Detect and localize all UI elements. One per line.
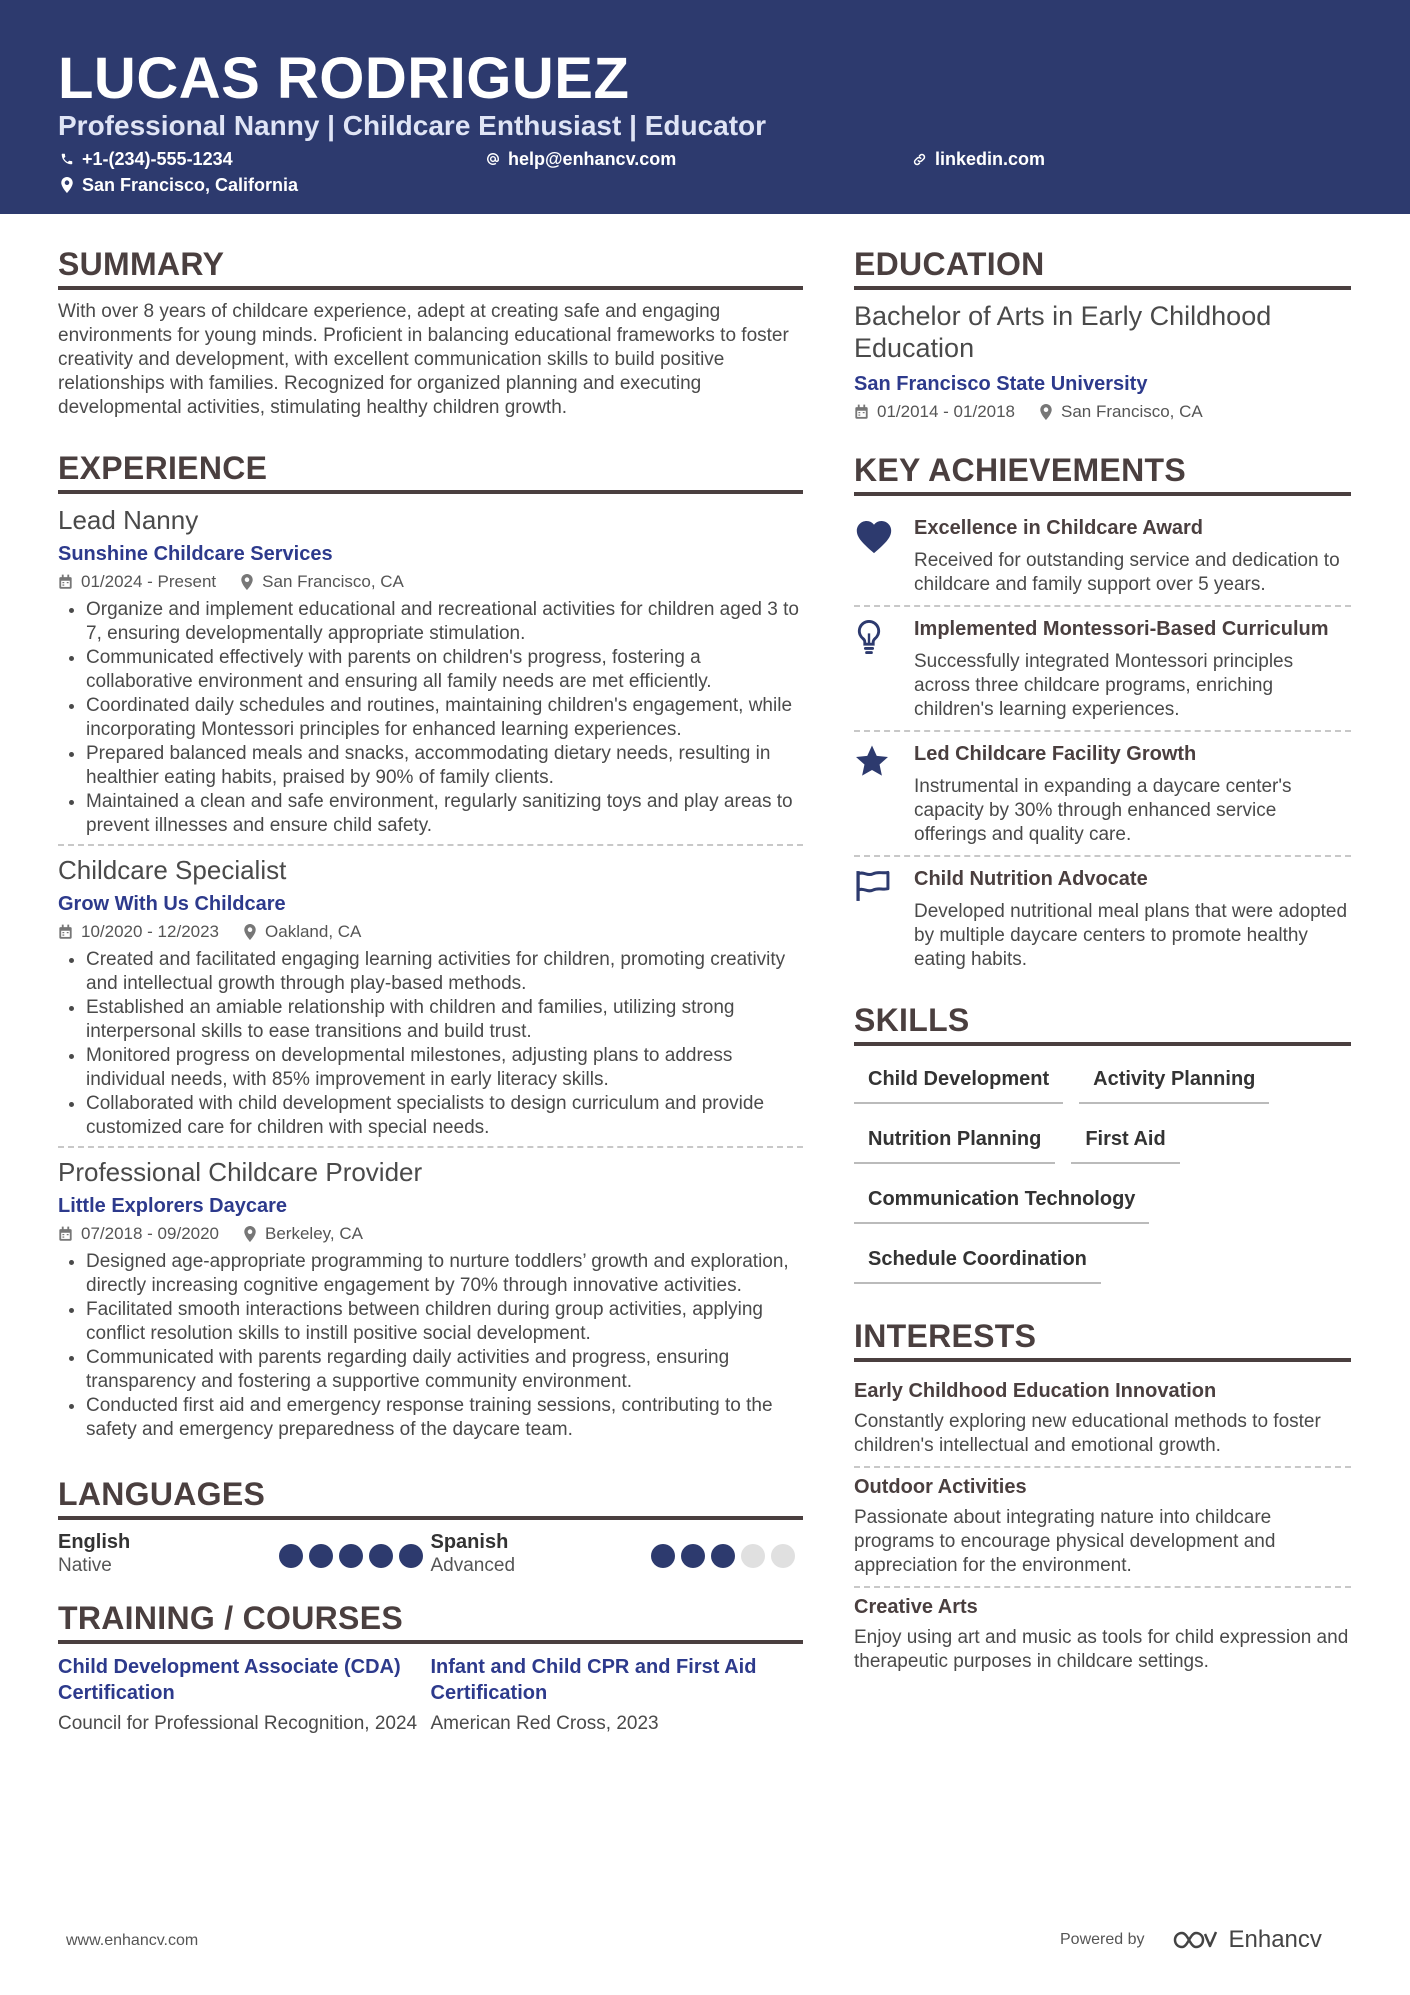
job-location-text: Oakland, CA <box>265 922 362 941</box>
training-heading: TRAINING / COURSES <box>58 1598 803 1644</box>
skill-tag: Activity Planning <box>1079 1056 1269 1104</box>
linkedin-contact[interactable] <box>912 147 1045 171</box>
language-item <box>58 1530 431 1578</box>
job-entry <box>58 854 803 1148</box>
job-bullet: • Created and facilitated engaging learning activities for children, promoting creativity and intellectual growth through play-based methods. <box>86 948 803 996</box>
languages-heading: LANGUAGES <box>58 1474 803 1520</box>
job-dates-text: 01/2024 - Present <box>81 572 217 591</box>
language-rating <box>645 1544 795 1568</box>
interest-description: Constantly exploring new educational methods to foster children's intellectual and emotional growth. <box>854 1411 1321 1456</box>
interest-item <box>854 1372 1351 1468</box>
achievement-item <box>854 607 1351 732</box>
job-bullets <box>58 598 803 838</box>
interest-item <box>854 1588 1351 1682</box>
languages-list <box>58 1530 803 1578</box>
experience-list <box>58 504 803 1448</box>
company-name[interactable]: Little Explorers Daycare <box>58 1195 287 1217</box>
job-location-text: San Francisco, CA <box>262 572 404 591</box>
job-bullet: • Maintained a clean and safe environment, regularly sanitizing toys and play areas to prevent illnesses and ensure child safety. <box>86 790 803 838</box>
course-title: Infant and Child CPR and First Aid Certification <box>430 1656 757 1704</box>
location-pin-icon <box>1039 404 1053 420</box>
achievement-title: Led Childcare Facility Growth <box>914 743 1197 765</box>
language-level: Native <box>58 1555 112 1576</box>
calendar-icon <box>854 404 869 420</box>
powered-by-text: Powered by <box>1060 1931 1145 1948</box>
job-entry <box>58 504 803 846</box>
education-location-text: San Francisco, CA <box>1061 402 1203 421</box>
location-contact <box>60 173 298 197</box>
candidate-name: LUCAS RODRIGUEZ <box>58 46 630 111</box>
interest-description: Passionate about integrating nature into childcare programs to encourage physical development and appreciation for the environment. <box>854 1507 1276 1576</box>
job-bullet: • Established an amiable relationship with children and families, utilizing strong interpersonal skills to ease transitions and build trust. <box>86 996 803 1044</box>
achievement-item <box>854 857 1351 980</box>
job-dates-text: 07/2018 - 09/2020 <box>81 1224 220 1243</box>
resume-header <box>0 0 1410 214</box>
skill-tag: Child Development <box>854 1056 1063 1104</box>
job-bullet: • Communicated effectively with parents on children's progress, fostering a collaborative environment and ensuring all family needs are met efficiently. <box>86 646 803 694</box>
achievement-item <box>854 732 1351 857</box>
course-source: Council for Professional Recognition, 2024 <box>58 1713 418 1734</box>
linkedin-text: linkedin.com <box>935 149 1046 169</box>
language-level: Advanced <box>430 1555 516 1576</box>
summary-text: With over 8 years of childcare experience, adept at creating safe and engaging environments for young minds. Proficient in balancing educational frameworks to foster creativity and development, with excellent communication skills to build positive relationships with families. Recognized for organized planning and executing developmental activities, stimulating healthy children growth. <box>58 301 789 418</box>
interests-list <box>854 1372 1351 1682</box>
rating-dot <box>339 1544 363 1568</box>
education-dates-text: 01/2014 - 01/2018 <box>877 402 1016 421</box>
rating-dot <box>741 1544 765 1568</box>
training-list <box>58 1654 803 1736</box>
job-bullet: • Conducted first aid and emergency response training sessions, contributing to the safety and emergency preparedness of the daycare team. <box>86 1394 803 1442</box>
achievements-list <box>854 506 1351 980</box>
achievement-title: Implemented Montessori-Based Curriculum <box>914 618 1329 640</box>
job-dates-text: 10/2020 - 12/2023 <box>81 922 220 941</box>
flag-icon <box>854 867 914 972</box>
location-pin-icon <box>243 1226 257 1242</box>
location-pin-icon <box>243 924 257 940</box>
job-bullet: • Collaborated with child development specialists to design curriculum and provide customized care for children with special needs. <box>86 1092 803 1140</box>
phone-contact[interactable] <box>60 147 233 171</box>
language-item <box>431 1530 804 1578</box>
job-dates <box>58 570 216 594</box>
job-bullet: • Designed age-appropriate programming to nurture toddlers’ growth and exploration, directly increasing cognitive engagement by 70% through innovative activities. <box>86 1250 803 1298</box>
calendar-icon <box>58 574 73 590</box>
location-pin-icon <box>60 177 74 193</box>
rating-dot <box>279 1544 303 1568</box>
education-school: San Francisco State University <box>854 373 1148 395</box>
footer-branding[interactable] <box>1060 1926 1322 1954</box>
job-title: Lead Nanny <box>58 505 199 535</box>
job-location <box>243 920 361 944</box>
job-bullet: • Organize and implement educational and recreational activities for children aged 3 to 7, ensuring developmentally appropriate stimulation. <box>86 598 803 646</box>
skills-heading: SKILLS <box>854 1000 1351 1046</box>
rating-dot <box>771 1544 795 1568</box>
job-bullets <box>58 1250 803 1442</box>
achievement-description: Instrumental in expanding a daycare center's capacity by 30% through enhanced service offerings and quality care. <box>914 776 1292 845</box>
interests-heading: INTERESTS <box>854 1316 1351 1362</box>
job-dates <box>58 1222 219 1246</box>
candidate-title: Professional Nanny | Childcare Enthusiast | Educator <box>58 110 767 141</box>
location-pin-icon <box>240 574 254 590</box>
course-item <box>58 1654 431 1736</box>
course-title: Child Development Associate (CDA) Certification <box>58 1656 401 1704</box>
rating-dot <box>711 1544 735 1568</box>
location-text: San Francisco, California <box>82 175 299 195</box>
job-dates <box>58 920 219 944</box>
course-item <box>431 1654 804 1736</box>
link-icon <box>912 152 927 167</box>
achievement-title: Excellence in Childcare Award <box>914 517 1204 539</box>
achievements-heading: KEY ACHIEVEMENTS <box>854 450 1351 496</box>
job-meta <box>58 570 803 594</box>
achievement-description: Successfully integrated Montessori principles across three childcare programs, enriching children's learning experiences. <box>914 651 1294 720</box>
interest-item <box>854 1468 1351 1588</box>
rating-dot <box>369 1544 393 1568</box>
achievement-item <box>854 506 1351 607</box>
rating-dot <box>651 1544 675 1568</box>
education-meta <box>854 400 1351 424</box>
enhancv-brand-text: Enhancv <box>1228 1926 1322 1953</box>
education-dates <box>854 400 1015 424</box>
skill-tag: Schedule Coordination <box>854 1236 1101 1284</box>
job-bullet: • Monitored progress on developmental milestones, adjusting plans to address individual needs, with 85% improvement in early literacy skills. <box>86 1044 803 1092</box>
job-bullet: • Communicated with parents regarding daily activities and progress, ensuring transparency and fostering a supportive community environment. <box>86 1346 803 1394</box>
language-rating <box>273 1544 423 1568</box>
achievement-title: Child Nutrition Advocate <box>914 868 1148 890</box>
footer-website[interactable]: www.enhancv.com <box>66 1932 199 1949</box>
job-bullet: • Facilitated smooth interactions between children during group activities, applying conflict resolution skills to instill positive social development. <box>86 1298 803 1346</box>
job-title: Professional Childcare Provider <box>58 1157 423 1187</box>
enhancv-logo-icon <box>1171 1928 1219 1952</box>
skill-tag: Communication Technology <box>854 1176 1149 1224</box>
education-heading: EDUCATION <box>854 244 1351 290</box>
lightbulb-icon <box>854 617 914 722</box>
job-meta <box>58 920 803 944</box>
email-text: help@enhancv.com <box>508 149 677 169</box>
rating-dot <box>309 1544 333 1568</box>
summary-heading: SUMMARY <box>58 244 803 290</box>
language-name: English <box>58 1531 131 1553</box>
job-bullets <box>58 948 803 1140</box>
left-column <box>58 244 803 1736</box>
company-name[interactable]: Sunshine Childcare Services <box>58 543 333 565</box>
phone-text: +1-(234)-555-1234 <box>82 149 233 169</box>
phone-icon <box>60 152 74 166</box>
job-bullet: • Prepared balanced meals and snacks, accommodating dietary needs, resulting in healthier eating habits, praised by 90% of family clients. <box>86 742 803 790</box>
education-degree: Bachelor of Arts in Early Childhood Education <box>854 301 1272 363</box>
job-entry <box>58 1156 803 1448</box>
skill-tag: Nutrition Planning <box>854 1116 1055 1164</box>
heart-icon <box>854 516 914 597</box>
job-title: Childcare Specialist <box>58 855 287 885</box>
interest-title: Creative Arts <box>854 1596 978 1618</box>
skills-list <box>854 1056 1351 1296</box>
right-column <box>854 244 1351 1682</box>
star-icon <box>854 742 914 847</box>
company-name[interactable]: Grow With Us Childcare <box>58 893 286 915</box>
email-contact[interactable] <box>486 147 676 171</box>
job-meta <box>58 1222 803 1246</box>
interest-title: Early Childhood Education Innovation <box>854 1380 1217 1402</box>
job-bullet: • Coordinated daily schedules and routines, maintaining children's engagement, while incorporating Montessori principles for enhanced learning experiences. <box>86 694 803 742</box>
education-location <box>1039 400 1203 424</box>
achievement-description: Developed nutritional meal plans that were adopted by multiple daycare centers to promote healthy eating habits. <box>914 901 1348 970</box>
skill-tag: First Aid <box>1071 1116 1179 1164</box>
experience-heading: EXPERIENCE <box>58 448 803 494</box>
job-location <box>240 570 404 594</box>
interest-description: Enjoy using art and music as tools for child expression and therapeutic purposes in childcare settings. <box>854 1627 1349 1672</box>
rating-dot <box>681 1544 705 1568</box>
course-source: American Red Cross, 2023 <box>430 1713 659 1734</box>
interest-title: Outdoor Activities <box>854 1476 1027 1498</box>
job-location <box>243 1222 363 1246</box>
achievement-description: Received for outstanding service and dedication to childcare and family support over 5 years. <box>914 550 1340 595</box>
calendar-icon <box>58 1226 73 1242</box>
rating-dot <box>399 1544 423 1568</box>
at-icon <box>486 152 500 166</box>
language-name: Spanish <box>430 1531 509 1553</box>
job-location-text: Berkeley, CA <box>265 1224 363 1243</box>
calendar-icon <box>58 924 73 940</box>
